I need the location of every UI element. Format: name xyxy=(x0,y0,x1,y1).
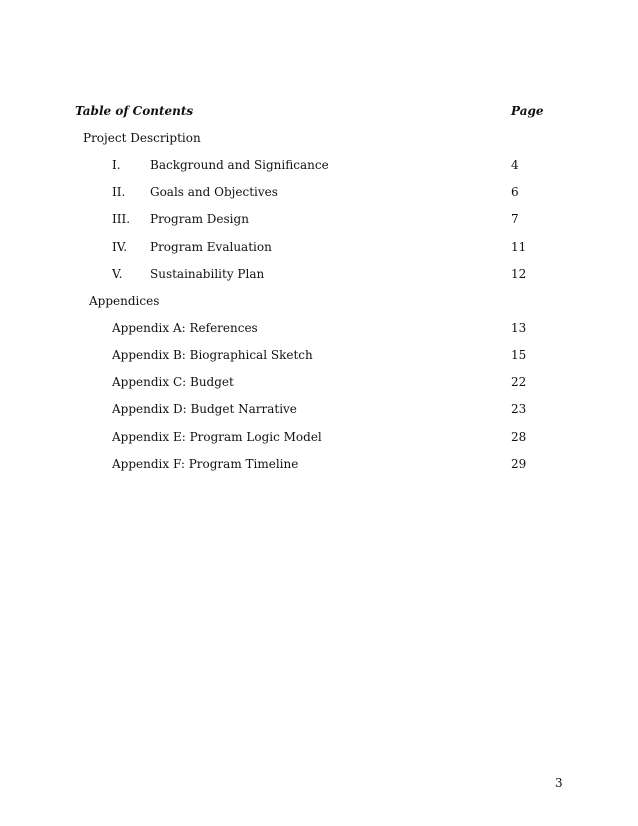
appendix-entry-label: Appendix B: Biographical Sketch xyxy=(112,348,313,362)
toc-entry-label: Program Evaluation xyxy=(150,240,272,254)
toc-entry-label: Goals and Objectives xyxy=(150,185,278,199)
toc-page-number: 23 xyxy=(511,402,527,416)
toc-page-number: 29 xyxy=(511,457,527,471)
appendix-entry-label: Appendix C: Budget xyxy=(112,375,234,389)
section-heading-appendices: Appendices xyxy=(89,294,160,308)
appendix-entry-label: Appendix E: Program Logic Model xyxy=(112,430,322,444)
toc-entry-label: Program Design xyxy=(150,212,249,226)
toc-page-number: 7 xyxy=(511,212,519,226)
footer-page-number: 3 xyxy=(555,776,563,790)
toc-numeral: I. xyxy=(112,158,121,172)
page-column-heading: Page xyxy=(511,104,544,118)
appendix-entry-label: Appendix A: References xyxy=(112,321,258,335)
toc-entry-label: Background and Significance xyxy=(150,158,329,172)
toc-page-number: 4 xyxy=(511,158,519,172)
toc-title: Table of Contents xyxy=(75,104,194,118)
toc-numeral: III. xyxy=(112,212,131,226)
toc-numeral: IV. xyxy=(112,240,128,254)
toc-page-number: 28 xyxy=(511,430,527,444)
section-heading-project-description: Project Description xyxy=(83,131,201,145)
appendix-entry-label: Appendix D: Budget Narrative xyxy=(112,402,297,416)
toc-page-number: 13 xyxy=(511,321,527,335)
toc-numeral: V. xyxy=(112,267,123,281)
toc-page-number: 6 xyxy=(511,185,519,199)
toc-entry-label: Sustainability Plan xyxy=(150,267,265,281)
toc-numeral: II. xyxy=(112,185,126,199)
appendix-entry-label: Appendix F: Program Timeline xyxy=(112,457,299,471)
toc-page-number: 22 xyxy=(511,375,527,389)
toc-page-number: 12 xyxy=(511,267,527,281)
toc-page-number: 15 xyxy=(511,348,527,362)
toc-page-number: 11 xyxy=(511,240,527,254)
